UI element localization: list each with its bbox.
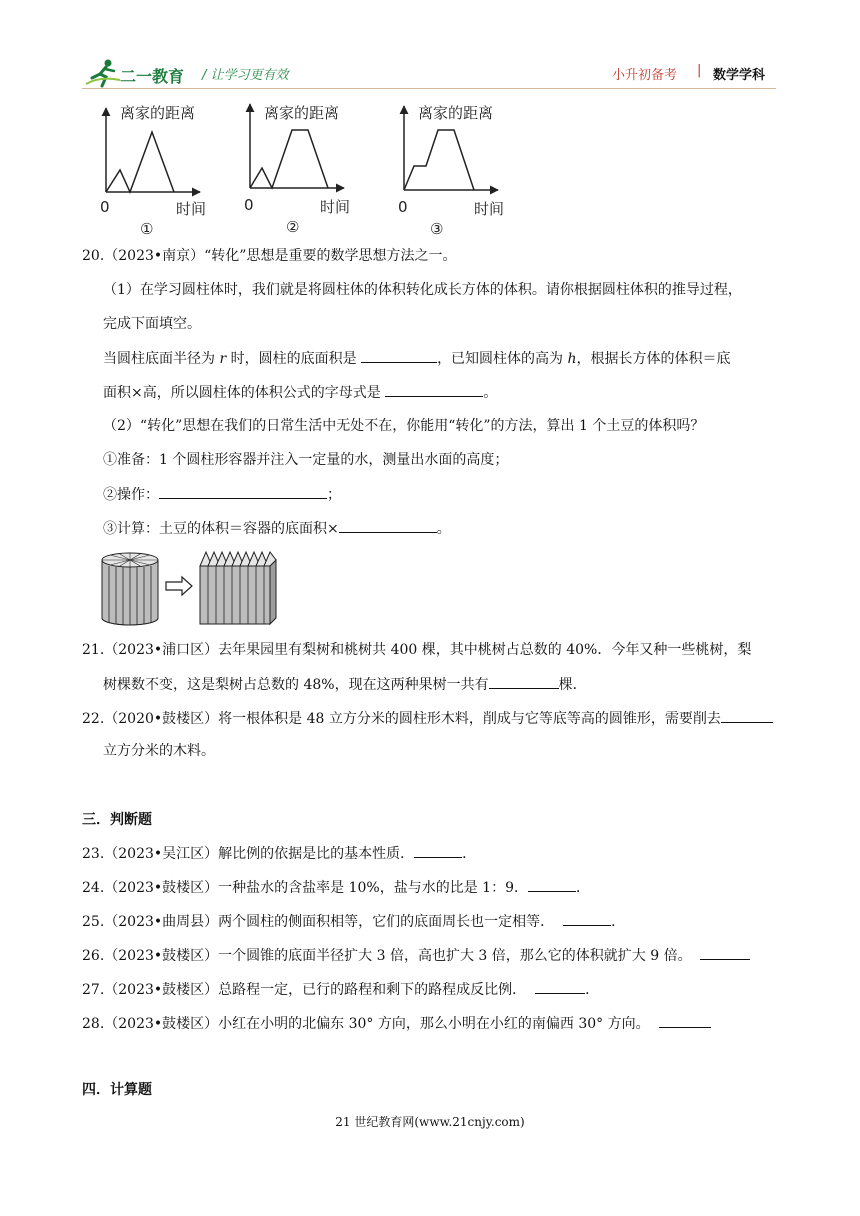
q21-line1: 21.（2023•浦口区）去年果园里有梨树和桃树共 400 棵，其中桃树占总数的 40%．今年又种一些桃树，梨 — [82, 642, 752, 658]
q22-text: 22.（2020•鼓楼区）将一根体积是 48 立方分米的圆柱形木料，削成与它等底等高的圆锥形，需要削去 — [82, 711, 721, 727]
var-h: h — [567, 351, 577, 367]
graph-2-x-label: 时间 — [320, 198, 351, 216]
graph-3-x-label: 时间 — [474, 200, 505, 218]
graph-1-index: ① — [140, 220, 154, 238]
cuboid-figure — [200, 552, 276, 624]
q22-line2: 立方分米的木料。 — [103, 743, 215, 759]
var-r: r — [219, 351, 227, 367]
q20-step2 — [103, 484, 341, 505]
subject-label: 数学学科 — [713, 68, 766, 83]
graph-2-index: ② — [286, 218, 300, 236]
cylinder-figure — [102, 553, 158, 625]
judge-q28 — [82, 1013, 711, 1034]
q20-part1-line4 — [103, 382, 497, 403]
q20-text: ③计算：土豆的体积＝容器的底面积× — [103, 521, 339, 537]
judge-q27 — [82, 979, 599, 1000]
judge-q26 — [82, 945, 750, 966]
distance-time-graphs — [90, 96, 520, 238]
graph-3-origin: 0 — [398, 198, 408, 216]
section-4-title: 四．计算题 — [82, 1082, 152, 1098]
answer-blank-q24[interactable] — [528, 877, 576, 892]
judge-text: 27.（2023•鼓楼区）总路程一定，已行的路程和剩下的路程成反比例． — [82, 982, 527, 998]
answer-blank-q27[interactable] — [535, 979, 585, 994]
q20-text: ②操作： — [103, 487, 159, 503]
footer: 21 世纪教育网(www.21cnjy.com) — [335, 1115, 525, 1129]
answer-blank-calculation[interactable] — [339, 518, 437, 533]
answer-blank-q28[interactable] — [659, 1013, 711, 1028]
judge-text: 23.（2023•吴江区）解比例的依据是比的基本性质． — [82, 846, 415, 862]
transform-arrow-icon — [166, 577, 192, 595]
answer-blank-q23[interactable] — [414, 843, 462, 858]
judge-text: 25.（2023•曲周县）两个圆柱的侧面积相等，它们的底面周长也一定相等． — [82, 914, 555, 930]
q21-line2 — [103, 674, 587, 695]
q20-text: ，已知圆柱体的高为 — [437, 351, 568, 367]
q20-stem: 20.（2023•南京）“转化”思想是重要的数学思想方法之一。 — [82, 248, 457, 264]
judge-tail: ． — [611, 914, 626, 930]
header-separator: | — [697, 63, 702, 78]
graph-1-x-label: 时间 — [176, 200, 207, 218]
logo-text: 二一教育 — [120, 67, 185, 86]
graph-3-index: ③ — [430, 220, 444, 238]
judge-text: 28.（2023•鼓楼区）小红在小明的北偏东 30° 方向，那么小明在小红的南偏西 30° 方向。 — [82, 1016, 650, 1032]
q20-part1-line3 — [103, 348, 731, 369]
graph-2-origin: 0 — [244, 196, 254, 214]
judge-tail: ． — [462, 846, 477, 862]
logo-runner-icon — [84, 58, 122, 88]
q20-text: 面积×高，所以圆柱体的体积公式的字母式是 — [103, 385, 381, 401]
answer-blank-q21[interactable] — [489, 674, 559, 689]
q20-text: ，根据长方体的体积＝底 — [576, 351, 731, 367]
q20-text: 当圆柱底面半径为 — [103, 351, 220, 367]
graph-1-origin: 0 — [100, 198, 110, 216]
cylinder-to-cuboid-figure — [100, 548, 280, 628]
graph-2 — [244, 104, 350, 236]
q20-text: ； — [327, 487, 341, 503]
q20-step1: ①准备：1 个圆柱形容器并注入一定量的水，测量出水面的高度； — [103, 452, 509, 468]
q20-text: 。 — [436, 521, 451, 537]
judge-text: 24.（2023•鼓楼区）一种盐水的含盐率是 10%，盐与水的比是 1：9． — [82, 880, 528, 896]
q20-part1-line2: 完成下面填空。 — [103, 316, 201, 332]
graph-3 — [398, 104, 504, 238]
judge-q24 — [82, 877, 590, 898]
judge-q25 — [82, 911, 625, 932]
graph-3-y-label: 离家的距离 — [418, 104, 494, 122]
header-divider — [82, 88, 776, 89]
exam-label: 小升初备考 — [612, 68, 678, 83]
q22-line1 — [82, 708, 773, 729]
answer-blank-operation[interactable] — [159, 484, 327, 499]
judge-tail: ． — [575, 880, 590, 896]
answer-blank-volume-formula[interactable] — [385, 382, 483, 397]
q20-text: 时，圆柱的底面积是 — [226, 351, 357, 367]
answer-blank-q26[interactable] — [700, 945, 750, 960]
judge-text: 26.（2023•鼓楼区）一个圆锥的底面半径扩大 3 倍，高也扩大 3 倍，那么它的体积就扩大 9 倍。 — [82, 948, 692, 964]
judge-tail: ． — [585, 982, 600, 998]
slogan: / 让学习更有效 — [202, 68, 289, 83]
q20-part2-line1: （2）“转化”思想在我们的日常生活中无处不在，你能用“转化”的方法，算出 1 个土豆的体积吗？ — [103, 418, 705, 434]
q20-step3 — [103, 518, 451, 539]
q21-text: 树棵数不变，这是梨树占总数的 48%，现在这两种果树一共有 — [103, 677, 489, 693]
section-3-title: 三．判断题 — [82, 812, 152, 828]
q20-part1-line1: （1）在学习圆柱体时，我们就是将圆柱体的体积转化成长方体的体积。请你根据圆柱体积的推导过程， — [103, 282, 742, 298]
answer-blank-base-area[interactable] — [361, 348, 437, 363]
answer-blank-q25[interactable] — [563, 911, 611, 926]
answer-blank-q22[interactable] — [721, 708, 773, 723]
q21-text: 棵． — [558, 677, 587, 693]
q20-text: 。 — [483, 385, 498, 401]
graph-2-y-label: 离家的距离 — [264, 104, 340, 122]
graph-1 — [100, 104, 206, 238]
graph-1-y-label: 离家的距离 — [120, 104, 196, 122]
judge-q23 — [82, 843, 476, 864]
